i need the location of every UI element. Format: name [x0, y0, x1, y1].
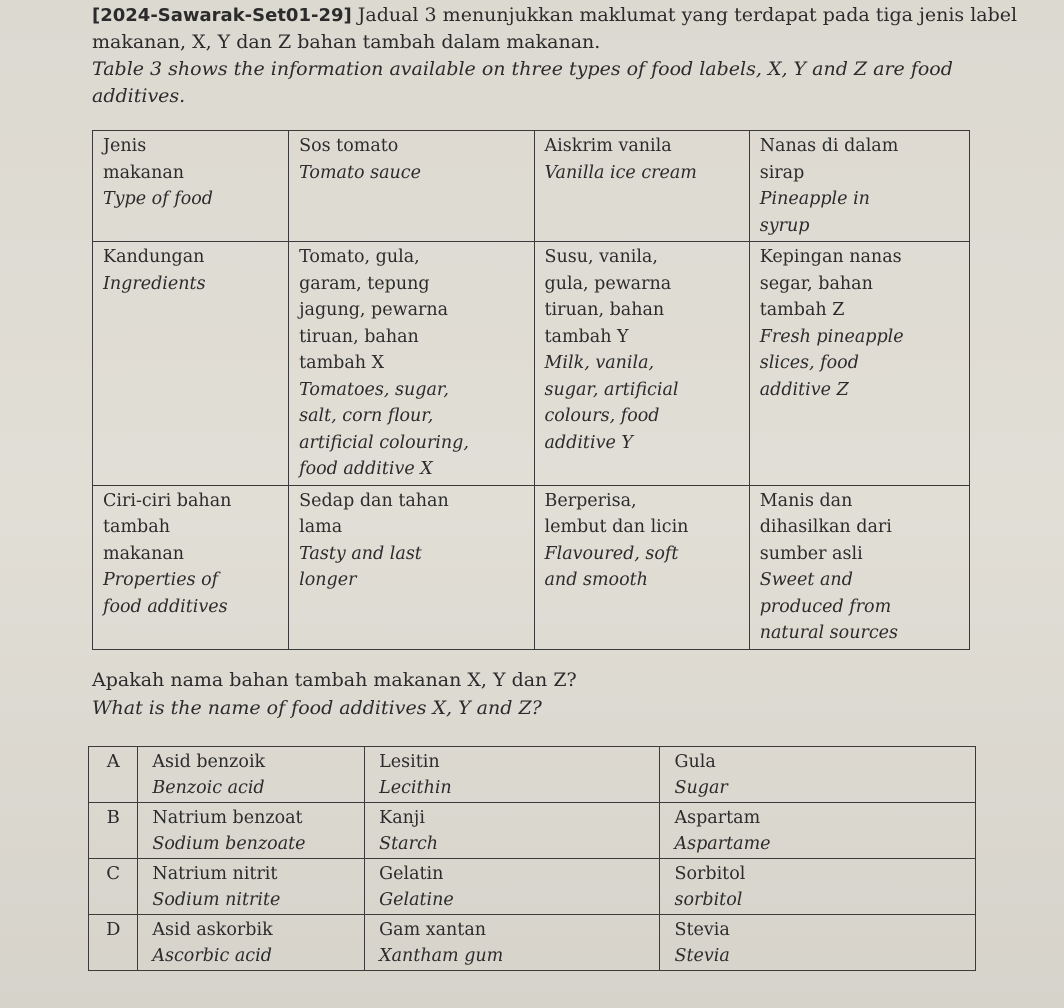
food-label-table	[92, 130, 970, 650]
header-tomato-sauce: Sos tomato Tomato sauce	[289, 131, 534, 242]
answer-options-table	[88, 746, 976, 971]
option-z: Stevia Stevia	[660, 915, 976, 971]
pineapple-properties: Manis dan dihasilkan dari sumber asli Sweet and produced from natural sources	[749, 485, 969, 649]
option-row-b[interactable]	[89, 803, 976, 859]
option-x: Natrium benzoat Sodium benzoate	[138, 803, 365, 859]
table-row	[93, 485, 970, 649]
question-intro	[92, 2, 1052, 110]
option-y: Gelatin Gelatine	[365, 859, 660, 915]
ingredients-label-cell: Kandungan Ingredients	[93, 242, 289, 486]
option-z: Sorbitol sorbitol	[660, 859, 976, 915]
option-key[interactable]: C	[89, 859, 138, 915]
header-label-cell: Jenis makanan Type of food	[93, 131, 289, 242]
intro-malay: Jadual 3 menunjukkan maklumat yang terdapat pada tiga jenis label makanan, X, Y dan Z bahan tambah dalam makanan.	[92, 4, 1018, 53]
option-x: Asid askorbik Ascorbic acid	[138, 915, 365, 971]
option-z: Aspartam Aspartame	[660, 803, 976, 859]
question-prompt	[92, 666, 577, 722]
tomato-sauce-properties: Sedap dan tahan lama Tasty and last longer	[289, 485, 534, 649]
ice-cream-properties: Berperisa, lembut dan licin Flavoured, soft and smooth	[534, 485, 749, 649]
option-row-a[interactable]	[89, 747, 976, 803]
intro-english: Table 3 shows the information available on three types of food labels, X, Y and Z are food additives.	[92, 58, 953, 107]
prompt-english: What is the name of food additives X, Y and Z?	[92, 697, 542, 719]
option-y: Lesitin Lecithin	[365, 747, 660, 803]
option-key[interactable]: A	[89, 747, 138, 803]
table-header-row	[93, 131, 970, 242]
option-row-c[interactable]	[89, 859, 976, 915]
table-row	[93, 242, 970, 486]
option-key[interactable]: D	[89, 915, 138, 971]
header-pineapple-in-syrup: Nanas di dalam sirap Pineapple in syrup	[749, 131, 969, 242]
option-y: Gam xantan Xantham gum	[365, 915, 660, 971]
option-x: Natrium nitrit Sodium nitrite	[138, 859, 365, 915]
option-row-d[interactable]	[89, 915, 976, 971]
option-z: Gula Sugar	[660, 747, 976, 803]
option-key[interactable]: B	[89, 803, 138, 859]
ice-cream-ingredients: Susu, vanila, gula, pewarna tiruan, bahan tambah Y Milk, vanila, sugar, artificial colours, food additive Y	[534, 242, 749, 486]
pineapple-ingredients: Kepingan nanas segar, bahan tambah Z Fresh pineapple slices, food additive Z	[749, 242, 969, 486]
properties-label-cell: Ciri-ciri bahan tambah makanan Properties of food additives	[93, 485, 289, 649]
option-x: Asid benzoik Benzoic acid	[138, 747, 365, 803]
tomato-sauce-ingredients: Tomato, gula, garam, tepung jagung, pewarna tiruan, bahan tambah X Tomatoes, sugar, salt, corn flour, artificial colouring, food additive X	[289, 242, 534, 486]
question-tag: [2024-Sawarak-Set01-29]	[92, 5, 352, 26]
prompt-malay: Apakah nama bahan tambah makanan X, Y dan Z?	[92, 669, 577, 691]
header-vanilla-ice-cream: Aiskrim vanila Vanilla ice cream	[534, 131, 749, 242]
option-y: Kanji Starch	[365, 803, 660, 859]
